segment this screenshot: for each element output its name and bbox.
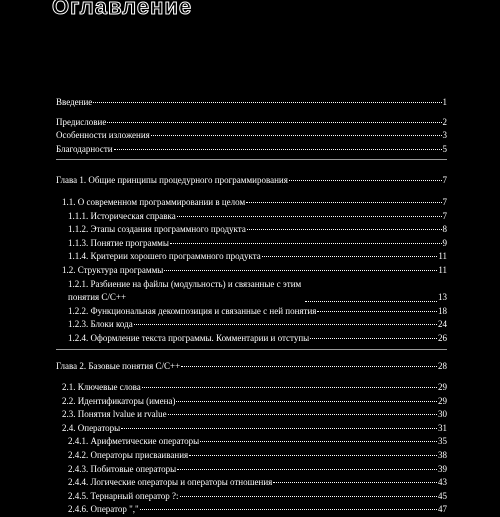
toc-entry-page: 31 xyxy=(438,422,447,433)
toc-entry-page: 35 xyxy=(438,436,447,447)
toc-entry-label: 1.1.4. Критерии хорошего программного продукта xyxy=(68,251,261,262)
toc-entry[interactable] xyxy=(56,408,447,422)
dot-leader xyxy=(176,401,437,402)
dot-leader xyxy=(181,366,437,367)
toc-entry-page: 3 xyxy=(442,130,447,141)
toc-entry-label: 1.1.3. Понятие программы xyxy=(68,237,169,248)
toc-entry[interactable] xyxy=(56,476,447,490)
toc-entry[interactable] xyxy=(56,395,447,409)
toc-entry[interactable] xyxy=(56,116,447,130)
toc-entry-page: 8 xyxy=(442,224,447,235)
dot-leader xyxy=(177,469,437,470)
toc-entry-label: 2.1. Ключевые слова xyxy=(62,382,141,393)
dot-leader xyxy=(134,324,437,325)
dot-leader xyxy=(189,455,437,456)
toc-entry-page: 5 xyxy=(442,143,447,154)
dot-leader xyxy=(310,338,437,339)
toc-entry-page: 39 xyxy=(438,463,447,474)
toc-entry-label: 2.4.4. Логические операторы и операторы отношения xyxy=(68,477,273,488)
dot-leader xyxy=(177,216,442,217)
dot-leader xyxy=(142,387,437,388)
toc-entry[interactable] xyxy=(56,278,447,305)
dot-leader xyxy=(164,270,437,271)
dot-leader xyxy=(107,122,441,123)
dot-leader xyxy=(289,180,442,181)
toc-entry-label: 2.4.2. Операторы присваивания xyxy=(68,450,189,461)
toc-entry[interactable] xyxy=(56,381,447,395)
toc-chapter-label: Глава 2. Базовые понятия C/C++ xyxy=(56,360,181,371)
toc-entry[interactable] xyxy=(56,449,447,463)
toc-entry-label: 1.2.3. Блоки кода xyxy=(68,319,133,330)
toc-entry[interactable] xyxy=(56,223,447,237)
toc-chapter-2[interactable] xyxy=(56,360,447,374)
toc-entry-label: 1.2. Структура программы xyxy=(62,264,164,275)
divider xyxy=(56,349,447,360)
toc-entry-label: 1.2.4. Оформление текста программы. Комментарии и отступы xyxy=(68,332,310,343)
dot-leader xyxy=(140,509,437,510)
dot-leader xyxy=(93,102,441,103)
toc-entry-page: 9 xyxy=(442,237,447,248)
toc-entry-label: 1.2.2. Функциональная декомпозиция и связанные с ней понятия xyxy=(68,305,317,316)
toc-entry-page: 28 xyxy=(438,360,447,371)
toc-entry[interactable] xyxy=(56,332,447,346)
dot-leader xyxy=(262,256,438,257)
toc-chapter-label: Глава 1. Общие принципы процедурного программирования xyxy=(56,175,288,186)
toc-entry[interactable] xyxy=(56,463,447,477)
toc-entry-page: 38 xyxy=(438,450,447,461)
toc-entry[interactable] xyxy=(56,422,447,436)
toc-entry-label: 2.4. Операторы xyxy=(62,422,121,433)
toc-entry[interactable] xyxy=(56,237,447,251)
toc-entry-page: 45 xyxy=(438,490,447,501)
dot-leader xyxy=(114,149,442,150)
toc-entry-label: Особенности изложения xyxy=(56,130,150,141)
toc-entry-page: 29 xyxy=(438,395,447,406)
dot-leader xyxy=(305,301,437,302)
toc-entry-page: 2 xyxy=(442,116,447,127)
toc-entry-label: 2.4.5. Тернарный оператор ?: xyxy=(68,490,179,501)
toc-entry[interactable] xyxy=(56,143,447,157)
toc-entry-label: Благодарности xyxy=(56,143,113,154)
toc-entry[interactable] xyxy=(56,196,447,210)
toc-entry-label: 2.3. Понятия lvalue и rvalue xyxy=(62,409,167,420)
toc-entry[interactable] xyxy=(56,318,447,332)
toc-entry[interactable] xyxy=(56,305,447,319)
toc-entry-page: 7 xyxy=(442,210,447,221)
toc-entry-page: 11 xyxy=(438,264,447,275)
toc-entry-label: 1.1. О современном программировании в целом xyxy=(62,196,246,207)
dot-leader xyxy=(151,135,442,136)
toc-entry[interactable] xyxy=(56,96,447,110)
toc-entry-label: 2.4.6. Оператор "," xyxy=(68,504,139,515)
dot-leader xyxy=(200,441,437,442)
toc-entry-page: 1 xyxy=(442,97,447,107)
toc-entry-label: 1.2.1. Разбиение на файлы (модульность) и связанные с этим понятия C/C++ xyxy=(68,278,302,303)
toc-chapter-1[interactable] xyxy=(56,174,447,188)
toc-entry-page: 11 xyxy=(438,251,447,262)
toc-entry-label: 2.4.1. Арифметические операторы xyxy=(68,436,200,447)
toc-entry[interactable] xyxy=(56,250,447,264)
dot-leader xyxy=(168,414,437,415)
toc-entry-page: 47 xyxy=(438,504,447,515)
toc-entry[interactable] xyxy=(56,210,447,224)
toc-entry[interactable] xyxy=(56,490,447,504)
toc-entry-label: 2.2. Идентификаторы (имена) xyxy=(62,395,176,406)
dot-leader xyxy=(247,229,442,230)
toc-entry-page: 26 xyxy=(438,332,447,343)
dot-leader xyxy=(273,482,437,483)
dot-leader xyxy=(246,202,441,203)
toc-entry-label: 1.1.2. Этапы создания программного продукта xyxy=(68,224,246,235)
page-title: Оглавление xyxy=(52,0,193,19)
dot-leader xyxy=(317,311,437,312)
dot-leader xyxy=(170,243,442,244)
toc-entry-label: Предисловие xyxy=(56,116,107,127)
table-of-contents xyxy=(56,96,447,517)
toc-entry-label: 2.4.3. Побитовые операторы xyxy=(68,463,177,474)
toc-entry-page: 7 xyxy=(442,175,447,186)
toc-entry-page: 7 xyxy=(442,196,447,207)
dot-leader xyxy=(180,496,437,497)
toc-entry[interactable] xyxy=(56,129,447,143)
toc-entry-page: 13 xyxy=(438,292,447,303)
toc-entry[interactable] xyxy=(56,264,447,278)
toc-entry-page: 29 xyxy=(438,382,447,393)
divider xyxy=(56,159,447,174)
toc-entry-label: 1.1.1. Историческая справка xyxy=(68,210,176,221)
toc-entry-page: 18 xyxy=(438,305,447,316)
toc-entry[interactable] xyxy=(56,435,447,449)
toc-entry-page: 30 xyxy=(438,409,447,420)
toc-entry-label: Введение xyxy=(56,97,93,107)
toc-entry-page: 43 xyxy=(438,477,447,488)
toc-entry-page: 24 xyxy=(438,319,447,330)
toc-entry[interactable] xyxy=(56,503,447,517)
dot-leader xyxy=(121,428,437,429)
